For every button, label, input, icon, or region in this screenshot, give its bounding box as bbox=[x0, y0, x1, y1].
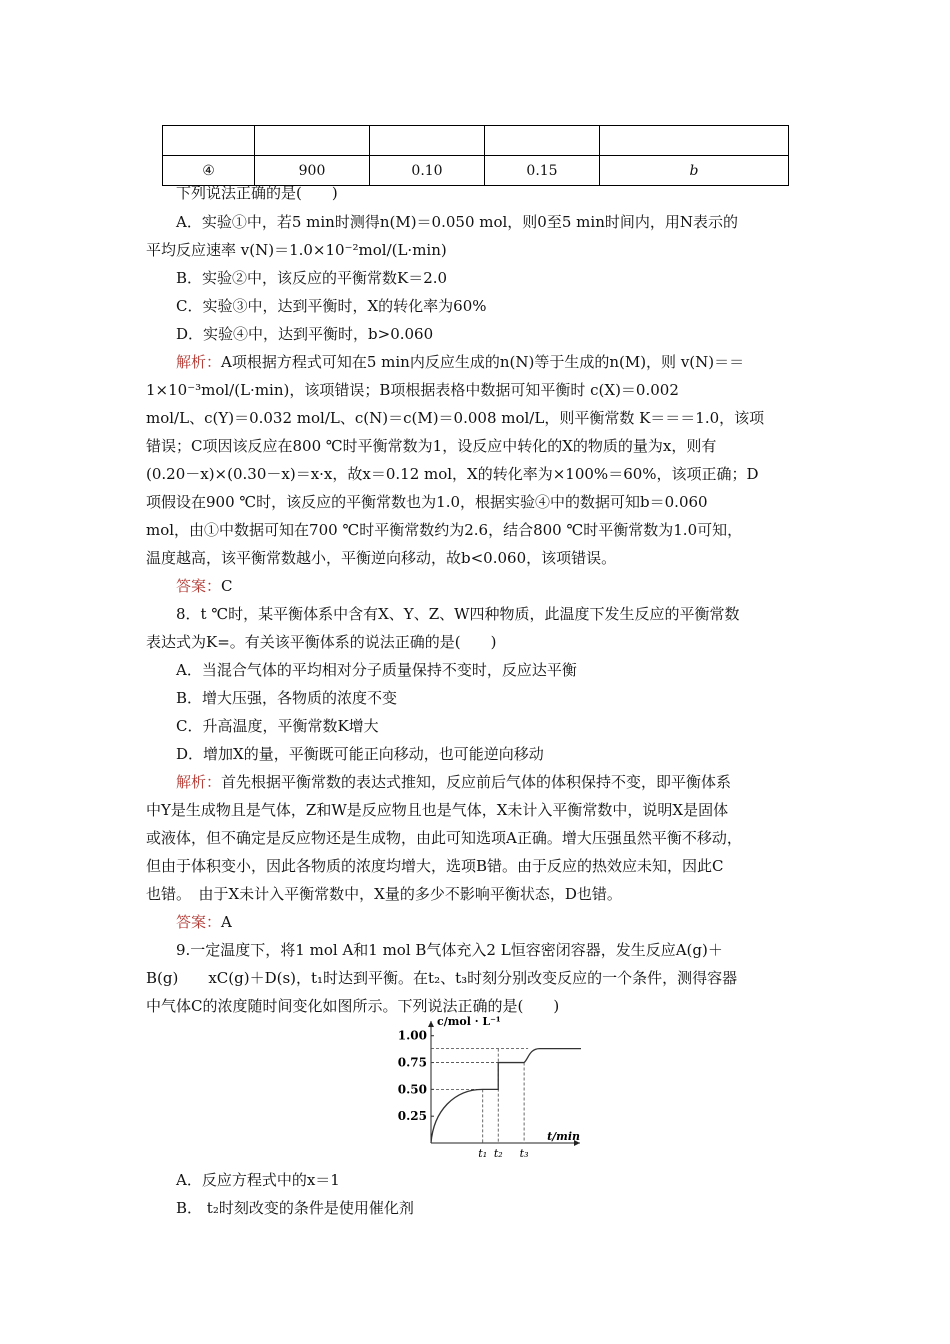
q7-analysis-line: (0.20－x)×(0.30－x)＝x·x，故x＝0.12 mol，X的转化率为×100%＝60%，该项正确；D bbox=[146, 465, 759, 483]
q8-analysis-line: 也错。 由于X未计入平衡常数中，X量的多少不影响平衡状态，D也错。 bbox=[146, 885, 622, 903]
table-cell: b bbox=[600, 156, 789, 186]
q7-option-b: B．实验②中，该反应的平衡常数K＝2.0 bbox=[176, 269, 448, 287]
q8-option-d: D．增加X的量，平衡既可能正向移动，也可能逆向移动 bbox=[176, 745, 544, 763]
table-cell: 0.15 bbox=[485, 156, 600, 186]
table-cell bbox=[163, 126, 255, 156]
q7-analysis-line: 项假设在900 ℃时，该反应的平衡常数也为1.0，根据实验④中的数据可知b＝0.060 bbox=[146, 493, 708, 511]
q8-answer bbox=[176, 912, 836, 932]
analysis-label: 解析： bbox=[176, 773, 222, 791]
y-tick-label: 0.50 bbox=[397, 1082, 427, 1097]
q9-option-b: B． t₂时刻改变的条件是使用催化剂 bbox=[176, 1199, 414, 1217]
q8-analysis-line: 或液体，但不确定是反应物还是生成物，由此可知选项A正确。增大压强虽然平衡不移动， bbox=[146, 829, 742, 847]
q8-option-a: A．当混合气体的平均相对分子质量保持不变时，反应达平衡 bbox=[176, 661, 577, 679]
answer-label: 答案： bbox=[176, 577, 222, 595]
q9-stem-cont: 中气体C的浓度随时间变化如图所示。下列说法正确的是( ) bbox=[146, 997, 560, 1015]
table-row bbox=[163, 156, 789, 186]
answer-value: C bbox=[221, 577, 233, 595]
y-axis-label: c/mol · L⁻¹ bbox=[437, 1015, 501, 1028]
y-tick-label: 1.00 bbox=[397, 1028, 427, 1043]
y-tick-label: 0.25 bbox=[397, 1109, 427, 1124]
q7-analysis-line: 错误；C项因该反应在800 ℃时平衡常数为1，设反应中转化的X的物质的量为x，则有 bbox=[146, 437, 717, 455]
y-axis-arrow bbox=[428, 1021, 434, 1027]
table-cell bbox=[600, 126, 789, 156]
q7-stem-tail: 下列说法正确的是( ) bbox=[176, 184, 338, 202]
q8-analysis-line bbox=[176, 772, 836, 792]
x-axis-label: t/min bbox=[547, 1130, 580, 1143]
y-tick-label: 0.75 bbox=[397, 1055, 427, 1070]
table-cell: 900 bbox=[255, 156, 370, 186]
q8-option-b: B．增大压强，各物质的浓度不变 bbox=[176, 689, 398, 707]
q7-option-a: A．实验①中，若5 min时测得n(M)＝0.050 mol，则0至5 min时间内，用N表示的 bbox=[176, 213, 738, 231]
table-cell bbox=[255, 126, 370, 156]
x-tick-label: t₁ bbox=[478, 1147, 488, 1160]
q7-analysis-line: mol/L、c(Y)＝0.032 mol/L、c(N)＝c(M)＝0.008 mol/L，则平衡常数 K＝＝＝1.0，该项 bbox=[146, 409, 765, 427]
q8-stem-cont: 表达式为K=。有关该平衡体系的说法正确的是( ) bbox=[146, 633, 497, 651]
q7-analysis-line: mol，由①中数据可知在700 ℃时平衡常数约为2.6，结合800 ℃时平衡常数为1.0可知， bbox=[146, 521, 743, 539]
q7-option-a-cont: 平均反应速率 v(N)＝1.0×10⁻²mol/(L·min) bbox=[146, 241, 447, 259]
concentration-chart bbox=[388, 1013, 593, 1165]
table-cell bbox=[485, 126, 600, 156]
q9-stem: 9.一定温度下，将1 mol A和1 mol B气体充入2 L恒容密闭容器，发生反应A(g)＋ bbox=[176, 941, 723, 959]
q7-analysis-line: 温度越高，该平衡常数越小，平衡逆向移动，故b<0.060，该项错误。 bbox=[146, 549, 617, 567]
table-cell bbox=[370, 126, 485, 156]
answer-value: A bbox=[221, 913, 232, 931]
x-tick-label: t₃ bbox=[519, 1147, 529, 1160]
answer-label: 答案： bbox=[176, 913, 222, 931]
x-tick-label: t₂ bbox=[493, 1147, 503, 1160]
q7-option-c: C．实验③中，达到平衡时，X的转化率为60% bbox=[176, 297, 487, 315]
q8-option-c: C．升高温度，平衡常数K增大 bbox=[176, 717, 379, 735]
experiment-table bbox=[162, 125, 789, 186]
table-cell: ④ bbox=[163, 156, 255, 186]
q8-analysis-line: 中Y是生成物且是气体，Z和W是反应物且也是气体，X未计入平衡常数中，说明X是固体 bbox=[146, 801, 729, 819]
q7-analysis-line bbox=[176, 352, 836, 372]
table-cell: 0.10 bbox=[370, 156, 485, 186]
q9-option-a: A．反应方程式中的x＝1 bbox=[176, 1171, 340, 1189]
analysis-text: 首先根据平衡常数的表达式推知，反应前后气体的体积保持不变，即平衡体系 bbox=[221, 773, 732, 791]
q9-stem-cont: B(g) xC(g)＋D(s)，t₁时达到平衡。在t₂、t₃时刻分别改变反应的一个条件，测得容器 bbox=[146, 969, 738, 987]
analysis-label: 解析： bbox=[176, 353, 222, 371]
q8-stem: 8．t ℃时，某平衡体系中含有X、Y、Z、W四种物质，此温度下发生反应的平衡常数 bbox=[176, 605, 740, 623]
q7-answer bbox=[176, 576, 836, 596]
q7-analysis-line: 1×10⁻³mol/(L·min)，该项错误；B项根据表格中数据可知平衡时 c(X)＝0.002 bbox=[146, 381, 679, 399]
chart-layer bbox=[398, 1015, 581, 1160]
q8-analysis-line: 但由于体积变小，因此各物质的浓度均增大，选项B错。由于反应的热效应未知，因此C bbox=[146, 857, 724, 875]
q7-option-d: D．实验④中，达到平衡时，b>0.060 bbox=[176, 325, 434, 343]
table-row bbox=[163, 126, 789, 156]
analysis-text: A项根据方程式可知在5 min内反应生成的n(N)等于生成的n(M)，则 v(N)＝＝ bbox=[221, 353, 745, 371]
